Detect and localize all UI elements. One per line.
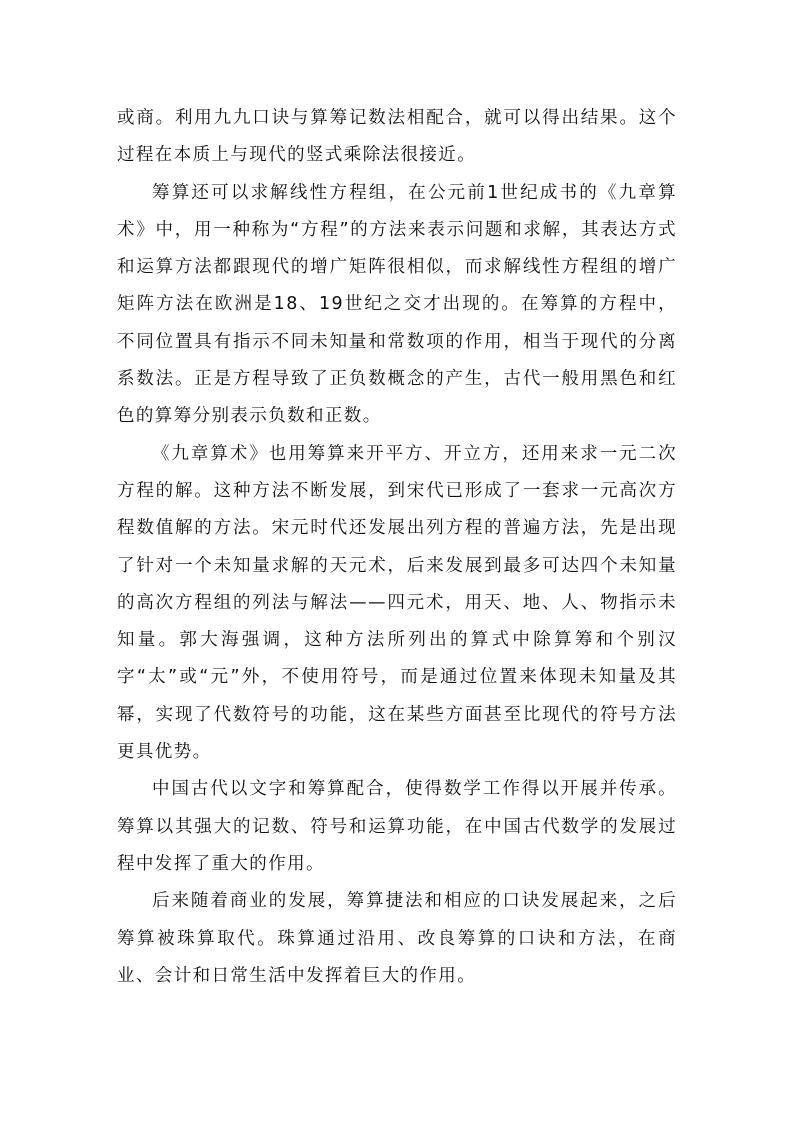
paragraph-roots-and-polynomials: 《九章算术》也用筹算来开平方、开立方，还用来求一元二次方程的解。这种方法不断发展，到宋代已形成了一套求一元高次方程数值解的方法。宋元时代还发展出列方程的普遍方法，先是出现了针对一个未知量求解的天元术，后来发展到最多可达四个未知量的高次方程组的列法与解法——四元术，用天、地、人、物指示未知量。郭大海强调，这种方法所列出的算式中除算筹和个别汉字“太”或“元”外，不使用符号，而是通过位置来体现未知量及其幂，实现了代数符号的功能，这在某些方面甚至比现代的符号方法更具优势。 bbox=[117, 443, 677, 763]
paragraph-text-and-rods: 中国古代以文字和筹算配合，使得数学工作得以开展并传承。筹算以其强大的记数、符号和运算功能，在中国古代数学的发展过程中发挥了重大的作用。 bbox=[117, 779, 677, 874]
paragraph-linear-equations: 筹算还可以求解线性方程组，在公元前1世纪成书的《九章算术》中，用一种称为“方程”的方法来表示问题和求解，其表达方式和运算方法都跟现代的增广矩阵很相似，而求解线性方程组的增广矩阵方法在欧洲是18、19世纪之交才出现的。在筹算的方程中，不同位置具有指示不同未知量和常数项的作用，相当于现代的分离系数法。正是方程导致了正负数概念的产生，古代一般用黑色和红色的算筹分别表示负数和正数。 bbox=[117, 182, 677, 427]
paragraph-continued: 或商。利用九九口诀与算筹记数法相配合，就可以得出结果。这个过程在本质上与现代的竖式乘除法很接近。 bbox=[117, 108, 677, 166]
document-body bbox=[117, 100, 677, 995]
paragraph-abacus: 后来随着商业的发展，筹算捷法和相应的口诀发展起来，之后筹算被珠算取代。珠算通过沿用、改良筹算的口诀和方法，在商业、会计和日常生活中发挥着巨大的作用。 bbox=[117, 891, 677, 986]
